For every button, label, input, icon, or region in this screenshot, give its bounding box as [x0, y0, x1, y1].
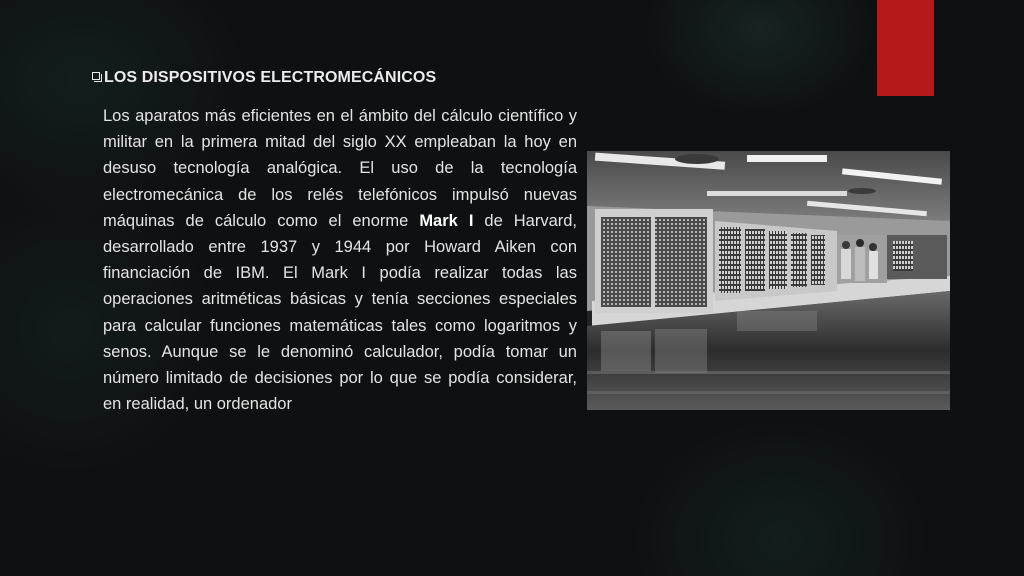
square-bullet-icon — [92, 72, 100, 80]
section-heading — [104, 66, 584, 90]
paragraph-text-2: de Harvard, desarrollado entre 1937 y 1944 por Howard Aiken con financiación de IBM. El Mark I podía realizar todas las operaciones aritméticas básicas y tenía secciones especiales para calcular funciones matemáticas tales como logaritmos y senos. Aunque se le denominó calculador, podía tomar un número limitado de decisiones por lo que se podía considerar, en realidad, un ordenador — [103, 211, 577, 414]
paragraph-text-1: Los aparatos más eficientes en el ámbito del cálculo científico y militar en la primera mitad del siglo XX empleaban la hoy en desuso tecnología analógica. El uso de la tecnología electromecánica de los relés telefónicos impulsó nuevas máquinas de cálculo como el enorme — [103, 107, 577, 230]
harvard-mark-i-photo — [587, 151, 950, 410]
body-paragraph — [103, 103, 577, 417]
paragraph-bold-mark-i: Mark I — [419, 211, 474, 230]
heading-text: LOS DISPOSITIVOS ELECTROMECÁNICOS — [104, 69, 437, 86]
red-accent-bar — [877, 0, 934, 96]
